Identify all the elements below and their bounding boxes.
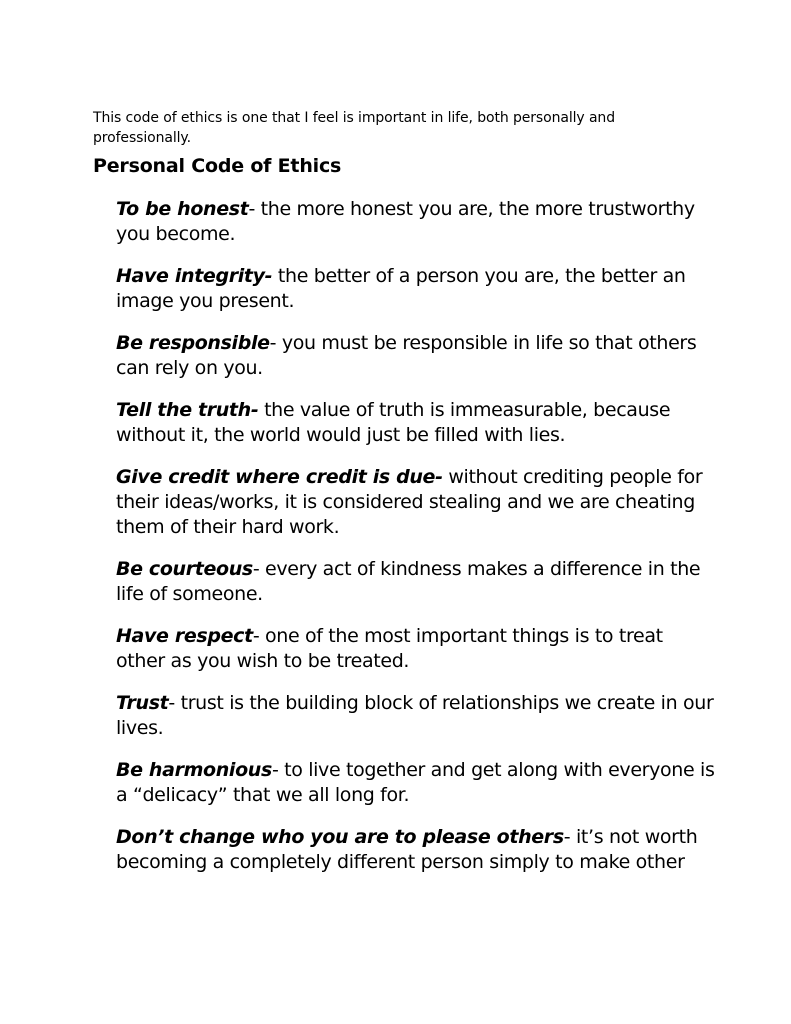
- ethics-term: Trust: [116, 692, 169, 714]
- ethics-entry: [116, 398, 716, 448]
- ethics-entry: [116, 557, 716, 607]
- ethics-description: - one of the most important things is to treat other as you wish to be treated.: [116, 625, 663, 672]
- ethics-term: Be courteous: [116, 558, 253, 580]
- ethics-entry: [116, 465, 716, 540]
- ethics-term: Be responsible: [116, 332, 270, 354]
- ethics-term: Give credit where credit is due-: [116, 466, 443, 488]
- ethics-term: Have respect: [116, 625, 253, 647]
- ethics-term: Have integrity-: [116, 265, 273, 287]
- ethics-entry: [116, 264, 716, 314]
- ethics-description: the better of a person you are, the better an image you present.: [116, 265, 686, 312]
- ethics-description: the value of truth is immeasurable, because without it, the world would just be filled with lies.: [116, 399, 671, 446]
- ethics-term: To be honest: [116, 198, 249, 220]
- ethics-description: - the more honest you are, the more trustworthy you become.: [116, 198, 695, 245]
- ethics-description: - every act of kindness makes a difference in the life of someone.: [116, 558, 701, 605]
- ethics-entry: [116, 197, 716, 247]
- ethics-term: Tell the truth-: [116, 399, 259, 421]
- ethics-description: - trust is the building block of relationships we create in our lives.: [116, 692, 714, 739]
- ethics-description: - it’s not worth becoming a completely different person simply to make other: [116, 826, 698, 873]
- intro-paragraph: This code of ethics is one that I feel is important in life, both personally and professionally.: [93, 110, 615, 146]
- ethics-entry: [116, 691, 716, 741]
- page-title: Personal Code of Ethics: [93, 155, 342, 177]
- ethics-list: [116, 197, 716, 892]
- ethics-term: Don’t change who you are to please others: [116, 826, 564, 848]
- ethics-description: - you must be responsible in life so that others can rely on you.: [116, 332, 697, 379]
- ethics-entry: [116, 758, 716, 808]
- ethics-entry: [116, 624, 716, 674]
- ethics-entry: [116, 825, 716, 875]
- ethics-entry: [116, 331, 716, 381]
- ethics-description: - to live together and get along with everyone is a “delicacy” that we all long for.: [116, 759, 715, 806]
- ethics-term: Be harmonious: [116, 759, 272, 781]
- ethics-description: without crediting people for their ideas/works, it is considered stealing and we are cheating them of their hard work.: [116, 466, 703, 538]
